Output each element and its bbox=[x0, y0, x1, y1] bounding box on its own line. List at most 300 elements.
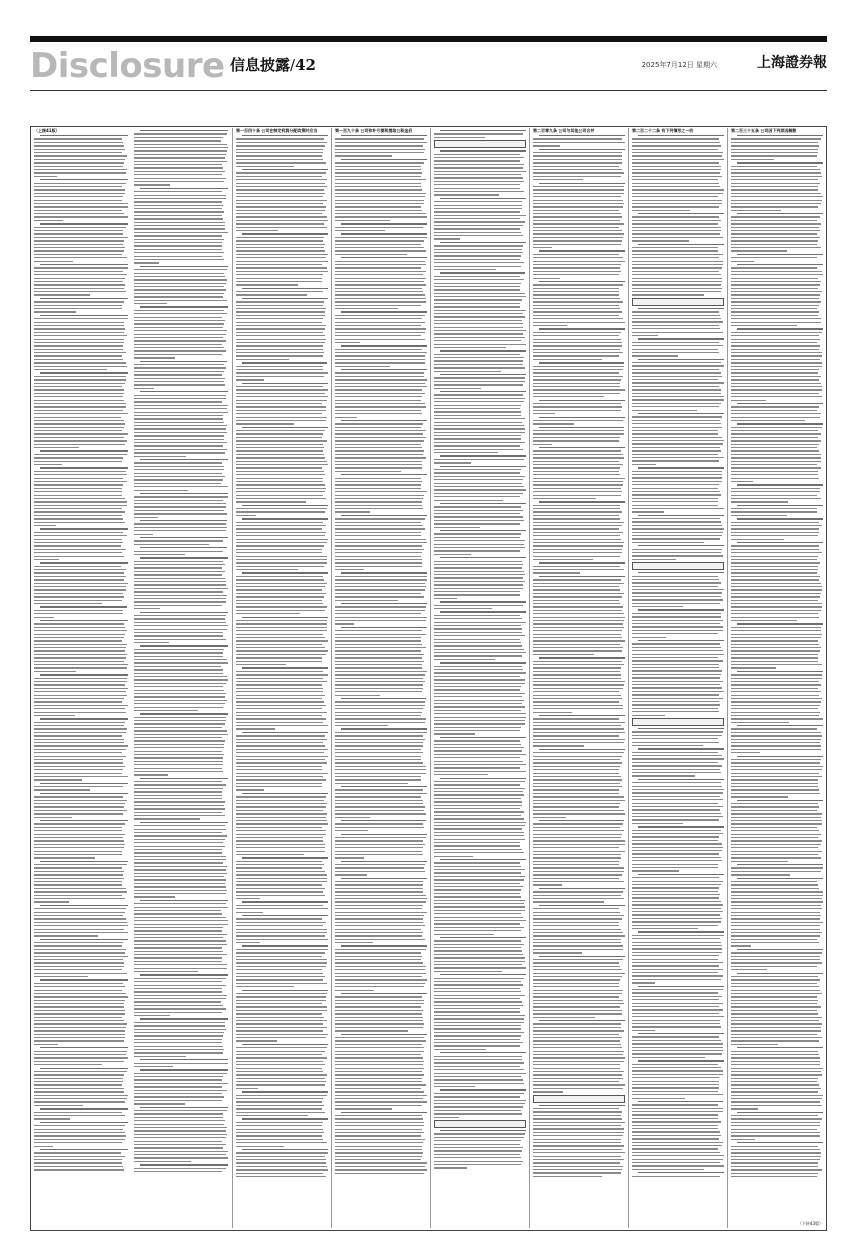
text-line bbox=[134, 384, 225, 385]
text-line bbox=[533, 383, 620, 384]
text-line bbox=[236, 966, 326, 967]
text-line bbox=[434, 323, 523, 324]
text-line bbox=[34, 237, 128, 238]
text-line bbox=[236, 712, 327, 713]
text-line bbox=[434, 1011, 520, 1012]
text-line bbox=[236, 650, 328, 651]
text-line bbox=[731, 556, 818, 557]
text-line bbox=[34, 1040, 124, 1041]
text-line bbox=[236, 464, 328, 465]
text-line bbox=[434, 693, 525, 694]
text-line bbox=[134, 683, 226, 684]
text-line bbox=[533, 1132, 624, 1133]
paragraph-block bbox=[533, 281, 625, 326]
text-line bbox=[134, 245, 222, 246]
text-line bbox=[632, 959, 718, 960]
text-line bbox=[236, 183, 325, 184]
text-line bbox=[731, 406, 819, 407]
text-line bbox=[134, 584, 226, 585]
text-line bbox=[242, 945, 328, 946]
text-line bbox=[434, 215, 526, 216]
text-line bbox=[335, 525, 423, 526]
text-line bbox=[134, 354, 222, 355]
text-line bbox=[34, 908, 126, 909]
text-line bbox=[638, 359, 724, 360]
text-line bbox=[335, 1017, 423, 1018]
text-line bbox=[434, 1100, 526, 1101]
text-line bbox=[638, 515, 724, 516]
paragraph-block bbox=[236, 572, 328, 614]
text-line bbox=[236, 718, 326, 719]
text-line bbox=[134, 1032, 224, 1033]
text-line bbox=[335, 461, 422, 462]
text-line bbox=[434, 876, 525, 877]
text-line bbox=[434, 337, 525, 338]
text-line bbox=[236, 281, 322, 282]
text-line bbox=[632, 1135, 721, 1136]
text-line bbox=[236, 708, 322, 709]
paragraph-block bbox=[134, 1164, 228, 1172]
text-line bbox=[34, 379, 126, 380]
text-line bbox=[34, 1034, 125, 1035]
text-line bbox=[533, 851, 625, 852]
text-line bbox=[632, 992, 718, 993]
paragraph-block bbox=[731, 973, 823, 1046]
text-line bbox=[533, 525, 622, 526]
text-line bbox=[434, 286, 520, 287]
text-line bbox=[335, 634, 426, 635]
text-line bbox=[236, 878, 327, 879]
text-line bbox=[434, 384, 523, 385]
text-line bbox=[341, 1034, 427, 1035]
text-line bbox=[134, 1001, 221, 1002]
text-line bbox=[335, 1027, 423, 1028]
text-line bbox=[632, 1125, 718, 1126]
text-line bbox=[34, 162, 124, 163]
text-line bbox=[335, 288, 422, 289]
text-line bbox=[134, 964, 227, 965]
text-line bbox=[236, 684, 322, 685]
text-line bbox=[434, 866, 521, 867]
text-line bbox=[335, 315, 425, 316]
text-line bbox=[236, 962, 327, 963]
text-line bbox=[236, 640, 328, 641]
text-line bbox=[731, 437, 818, 438]
text-line bbox=[533, 803, 620, 804]
text-line bbox=[632, 870, 679, 871]
text-line bbox=[341, 820, 427, 821]
text-line bbox=[731, 1084, 819, 1085]
text-line bbox=[533, 1064, 620, 1065]
text-line bbox=[731, 410, 817, 411]
text-line bbox=[434, 218, 520, 219]
text-line bbox=[632, 440, 724, 441]
text-line bbox=[236, 1071, 323, 1072]
text-line bbox=[242, 288, 328, 289]
text-line bbox=[236, 1169, 328, 1170]
text-line bbox=[134, 422, 224, 423]
paragraph-block bbox=[335, 257, 427, 309]
text-line bbox=[434, 438, 521, 439]
text-line bbox=[737, 949, 823, 950]
text-line bbox=[335, 969, 425, 970]
text-line bbox=[533, 1128, 624, 1129]
text-line bbox=[737, 328, 823, 329]
text-line bbox=[335, 766, 426, 767]
text-line bbox=[34, 657, 126, 658]
text-line bbox=[533, 969, 622, 970]
text-line bbox=[632, 677, 720, 678]
text-line bbox=[533, 1084, 625, 1085]
paragraph-block bbox=[632, 1101, 724, 1170]
text-line bbox=[335, 505, 422, 506]
text-line bbox=[236, 986, 294, 987]
text-line bbox=[632, 891, 718, 892]
text-line bbox=[134, 174, 222, 175]
text-line bbox=[335, 210, 422, 211]
text-line bbox=[134, 1103, 185, 1104]
text-line bbox=[731, 766, 823, 767]
paragraph-block bbox=[134, 547, 228, 555]
text-line bbox=[34, 189, 125, 190]
text-line bbox=[134, 676, 227, 677]
text-line bbox=[632, 979, 721, 980]
paragraph-block bbox=[34, 1122, 128, 1147]
text-line bbox=[632, 227, 721, 228]
text-line bbox=[34, 1027, 126, 1028]
text-line bbox=[34, 325, 124, 326]
text-line bbox=[134, 323, 224, 324]
text-line bbox=[434, 483, 522, 484]
text-line bbox=[632, 881, 723, 882]
paragraph-block bbox=[34, 793, 128, 818]
paragraph-block bbox=[335, 474, 427, 513]
text-line bbox=[533, 511, 622, 512]
text-line bbox=[632, 894, 720, 895]
text-line bbox=[34, 254, 122, 255]
text-line bbox=[533, 861, 619, 862]
text-line bbox=[242, 1118, 328, 1119]
text-line bbox=[434, 469, 521, 470]
text-line bbox=[134, 652, 223, 653]
text-line bbox=[632, 806, 723, 807]
text-line bbox=[533, 1013, 622, 1014]
text-line bbox=[236, 1135, 322, 1136]
text-line bbox=[134, 483, 221, 484]
text-line bbox=[335, 484, 421, 485]
text-line bbox=[134, 764, 223, 765]
text-line bbox=[134, 449, 227, 450]
text-line bbox=[236, 200, 327, 201]
text-line bbox=[731, 532, 819, 533]
text-line bbox=[335, 888, 423, 889]
text-line bbox=[638, 779, 724, 780]
paragraph-block bbox=[236, 1044, 328, 1089]
text-line bbox=[134, 1083, 228, 1084]
text-line bbox=[731, 806, 819, 807]
text-line bbox=[731, 793, 820, 794]
text-line bbox=[335, 844, 425, 845]
text-line bbox=[134, 1025, 225, 1026]
text-line bbox=[731, 1139, 755, 1140]
text-line bbox=[434, 1150, 522, 1151]
text-line bbox=[134, 1110, 227, 1111]
text-line bbox=[533, 478, 625, 479]
paragraph-block bbox=[731, 484, 823, 502]
text-line bbox=[731, 359, 820, 360]
text-line bbox=[632, 145, 721, 146]
text-line bbox=[434, 744, 521, 745]
text-line bbox=[731, 840, 822, 841]
text-line bbox=[34, 1132, 125, 1133]
text-line bbox=[434, 720, 525, 721]
text-line bbox=[34, 993, 126, 994]
paragraph-block bbox=[34, 718, 128, 780]
text-line bbox=[134, 893, 226, 894]
text-line bbox=[236, 556, 327, 557]
text-line bbox=[434, 608, 492, 609]
text-line bbox=[34, 349, 123, 350]
text-line bbox=[434, 171, 526, 172]
text-line bbox=[236, 1146, 284, 1147]
text-line bbox=[34, 844, 125, 845]
text-line bbox=[731, 386, 822, 387]
text-line bbox=[434, 564, 523, 565]
text-line bbox=[134, 784, 226, 785]
text-line bbox=[434, 947, 521, 948]
text-line bbox=[731, 1166, 818, 1167]
paragraph-block bbox=[134, 645, 228, 711]
text-line bbox=[632, 1159, 723, 1160]
paragraph-block bbox=[34, 223, 128, 262]
text-line bbox=[335, 339, 425, 340]
text-line bbox=[533, 925, 619, 926]
paragraph-block bbox=[34, 1068, 128, 1107]
text-line bbox=[533, 664, 624, 665]
text-line bbox=[632, 288, 722, 289]
text-line bbox=[731, 427, 822, 428]
text-line bbox=[34, 600, 122, 601]
text-line bbox=[134, 1147, 223, 1148]
text-line bbox=[731, 247, 821, 248]
text-line bbox=[434, 598, 457, 599]
text-line bbox=[533, 935, 625, 936]
text-line bbox=[335, 884, 423, 885]
text-line bbox=[34, 986, 125, 987]
text-line bbox=[533, 1040, 620, 1041]
text-line bbox=[632, 762, 718, 763]
text-line bbox=[731, 444, 819, 445]
text-line bbox=[335, 962, 423, 963]
text-line bbox=[632, 345, 723, 346]
text-line bbox=[134, 829, 226, 830]
text-line bbox=[335, 481, 422, 482]
text-line bbox=[731, 200, 822, 201]
text-line bbox=[335, 305, 421, 306]
text-line bbox=[632, 267, 722, 268]
text-line bbox=[632, 650, 723, 651]
text-line bbox=[533, 213, 621, 214]
text-line bbox=[533, 518, 620, 519]
text-line bbox=[335, 623, 354, 624]
text-line bbox=[731, 481, 753, 482]
text-line bbox=[335, 155, 392, 156]
text-line bbox=[731, 1091, 818, 1092]
text-line bbox=[434, 822, 526, 823]
text-line bbox=[731, 250, 787, 251]
text-line bbox=[140, 266, 228, 267]
text-line bbox=[632, 1084, 719, 1085]
text-line bbox=[737, 756, 823, 757]
text-line bbox=[632, 1020, 720, 1021]
text-line bbox=[134, 662, 228, 663]
text-line bbox=[335, 230, 385, 231]
text-line bbox=[440, 391, 526, 392]
text-line bbox=[632, 1070, 723, 1071]
text-line bbox=[440, 455, 526, 456]
paragraph-block bbox=[134, 612, 228, 644]
page-separator: / bbox=[290, 56, 296, 74]
text-line bbox=[34, 1095, 128, 1096]
text-line bbox=[34, 342, 124, 343]
text-line bbox=[434, 550, 520, 551]
text-line bbox=[533, 779, 622, 780]
text-line bbox=[632, 399, 724, 400]
text-line bbox=[236, 796, 326, 797]
text-line bbox=[236, 376, 324, 377]
text-line bbox=[434, 1110, 521, 1111]
text-line bbox=[335, 179, 426, 180]
text-line bbox=[134, 768, 222, 769]
text-line bbox=[533, 647, 623, 648]
text-line bbox=[731, 898, 822, 899]
text-line bbox=[134, 913, 222, 914]
column-divider bbox=[628, 128, 629, 1228]
text-line bbox=[335, 745, 423, 746]
text-line bbox=[533, 1152, 625, 1153]
text-line bbox=[335, 183, 421, 184]
text-line bbox=[34, 1071, 127, 1072]
text-line bbox=[632, 1118, 718, 1119]
text-line bbox=[434, 981, 521, 982]
text-line bbox=[34, 142, 123, 143]
text-line bbox=[533, 617, 625, 618]
text-line bbox=[533, 691, 619, 692]
text-line bbox=[34, 206, 128, 207]
paragraph-block bbox=[335, 878, 427, 944]
text-line bbox=[539, 576, 625, 577]
text-line bbox=[34, 284, 125, 285]
column-divider bbox=[331, 128, 332, 1228]
text-line bbox=[236, 840, 323, 841]
text-line bbox=[731, 749, 821, 750]
text-line bbox=[134, 364, 224, 365]
text-line bbox=[335, 301, 426, 302]
text-line bbox=[236, 186, 327, 187]
text-line bbox=[34, 1000, 125, 1001]
text-line bbox=[134, 635, 223, 636]
text-line bbox=[632, 1057, 705, 1058]
text-line bbox=[134, 781, 222, 782]
text-line bbox=[335, 678, 423, 679]
text-line bbox=[140, 1018, 228, 1019]
text-line bbox=[434, 333, 523, 334]
text-line bbox=[434, 344, 526, 345]
text-line bbox=[236, 1125, 322, 1126]
text-line bbox=[533, 1078, 623, 1079]
text-line bbox=[440, 272, 526, 273]
text-line bbox=[335, 491, 427, 492]
text-line bbox=[34, 257, 127, 258]
text-line bbox=[434, 194, 499, 195]
text-line bbox=[34, 461, 122, 462]
text-line bbox=[335, 376, 424, 377]
text-line bbox=[737, 505, 823, 506]
text-line bbox=[632, 183, 719, 184]
text-line bbox=[632, 223, 718, 224]
text-line bbox=[434, 862, 520, 863]
text-line bbox=[434, 781, 525, 782]
paragraph-block bbox=[434, 530, 526, 555]
text-line bbox=[335, 922, 423, 923]
text-line bbox=[335, 1084, 426, 1085]
text-line bbox=[134, 303, 167, 304]
text-line bbox=[731, 586, 822, 587]
text-line bbox=[34, 440, 127, 441]
text-line bbox=[434, 435, 521, 436]
text-line bbox=[731, 332, 822, 333]
text-line bbox=[533, 874, 622, 875]
text-line bbox=[236, 756, 328, 757]
text-line bbox=[335, 718, 426, 719]
text-line bbox=[533, 467, 620, 468]
text-line bbox=[236, 498, 326, 499]
text-line bbox=[533, 908, 619, 909]
text-line bbox=[34, 305, 122, 306]
text-line bbox=[533, 712, 572, 713]
text-line bbox=[434, 452, 498, 453]
text-line bbox=[335, 952, 421, 953]
text-line bbox=[632, 630, 723, 631]
text-line bbox=[236, 318, 323, 319]
text-line bbox=[236, 752, 324, 753]
text-line bbox=[335, 1146, 422, 1147]
text-line bbox=[134, 639, 226, 640]
text-line bbox=[731, 522, 819, 523]
text-line bbox=[533, 471, 619, 472]
text-line bbox=[335, 240, 424, 241]
text-line bbox=[140, 391, 228, 392]
text-line bbox=[434, 1161, 523, 1162]
text-line bbox=[236, 308, 326, 309]
text-line bbox=[434, 717, 526, 718]
text-line bbox=[434, 883, 520, 884]
text-line bbox=[731, 762, 820, 763]
text-line bbox=[731, 884, 818, 885]
text-line bbox=[335, 742, 423, 743]
text-line bbox=[40, 606, 128, 607]
text-line bbox=[335, 1064, 423, 1065]
text-line bbox=[731, 298, 819, 299]
text-line bbox=[134, 937, 223, 938]
text-line bbox=[434, 842, 520, 843]
text-line bbox=[236, 1003, 322, 1004]
text-line bbox=[434, 513, 520, 514]
text-line bbox=[134, 327, 223, 328]
text-line bbox=[34, 1081, 123, 1082]
paragraph-block bbox=[335, 786, 427, 818]
text-line bbox=[434, 710, 521, 711]
